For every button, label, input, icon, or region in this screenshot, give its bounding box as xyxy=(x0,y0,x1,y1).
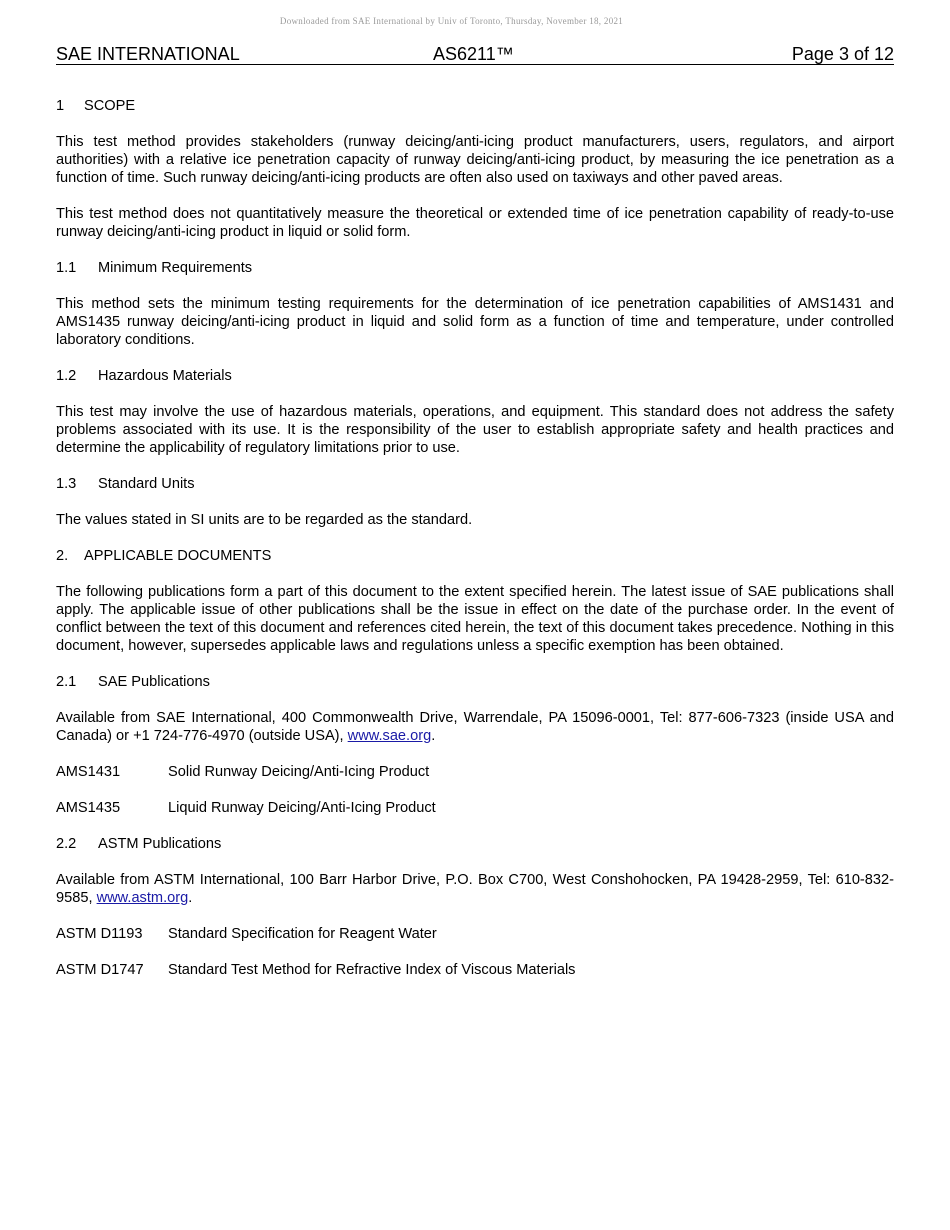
section-1-3-heading xyxy=(56,475,894,493)
scope-paragraph-1: This test method provides stakeholders (runway deicing/anti-icing product manufacturers, users, regulators, and airport authorities) with a relative ice penetration capacity of runway deicing/anti-icing product, by measuring the ice penetration as a function of time. Such runway deicing/anti-icing products are often also used on taxiways and other paved areas. xyxy=(56,134,894,186)
standard-units-paragraph: The values stated in SI units are to be regarded as the standard. xyxy=(56,512,473,528)
reference-row xyxy=(56,799,894,817)
hazardous-materials-paragraph: This test may involve the use of hazardous materials, operations, and equipment. This standard does not address the safety problems associated with its use. It is the responsibility of the user to establish appropriate safety and health practices and determine the applicability of regulatory limitations prior to use. xyxy=(56,404,894,456)
reference-title: Solid Runway Deicing/Anti-Icing Product xyxy=(168,764,430,780)
period: . xyxy=(431,728,436,744)
section-title: Standard Units xyxy=(98,476,195,492)
reference-title: Standard Test Method for Refractive Index of Viscous Materials xyxy=(168,962,576,978)
sae-availability-text: Available from SAE International, 400 Commonwealth Drive, Warrendale, PA 15096-0001, Tel: 877-606-7323 (inside USA and Canada) or +1 724-776-4970 (outside USA), xyxy=(56,710,894,744)
section-title: ASTM Publications xyxy=(98,836,222,852)
period: . xyxy=(188,890,193,906)
section-number: 2.2 xyxy=(56,836,77,852)
section-number: 2.1 xyxy=(56,674,77,690)
astm-availability-text: Available from ASTM International, 100 Barr Harbor Drive, P.O. Box C700, West Conshohocken, PA 19428-2959, Tel: 610-832-9585, xyxy=(56,872,894,906)
section-title: SCOPE xyxy=(84,98,136,114)
sae-website-link[interactable]: www.sae.org xyxy=(347,728,432,744)
section-number: 1.3 xyxy=(56,476,77,492)
reference-id: AMS1431 xyxy=(56,764,121,780)
minimum-requirements-paragraph: This method sets the minimum testing requirements for the determination of ice penetration capabilities of AMS1431 and AMS1435 runway deicing/anti-icing product in liquid and solid form as a function of time and temperature, under controlled laboratory conditions. xyxy=(56,296,894,348)
header-page-number: Page 3 of 12 xyxy=(791,44,894,64)
download-watermark: Downloaded from SAE International by Univ of Toronto, Thursday, November 18, 2021 xyxy=(279,16,624,26)
section-number: 1 xyxy=(56,98,65,114)
reference-id: AMS1435 xyxy=(56,800,121,816)
reference-id: ASTM D1747 xyxy=(56,962,144,978)
section-1-heading xyxy=(56,97,894,115)
header-doc-id: AS6211™ xyxy=(433,44,514,64)
scope-paragraph-2: This test method does not quantitatively measure the theoretical or extended time of ice penetration capability of ready-to-use runway deicing/anti-icing product in liquid or solid form. xyxy=(56,206,894,240)
reference-row xyxy=(56,763,894,781)
section-number: 2. xyxy=(56,548,69,564)
applicable-documents-paragraph: The following publications form a part of this document to the extent specified herein. The latest issue of SAE publications shall apply. The applicable issue of other publications shall be the issue in effect on the date of the purchase order. In the event of conflict between the text of this document and references cited herein, the text of this document takes precedence. Nothing in this document, however, supersedes applicable laws and regulations unless a specific exemption has been obtained. xyxy=(56,584,894,654)
section-1-1-heading xyxy=(56,259,894,277)
section-2-2-heading xyxy=(56,835,894,853)
astm-availability-paragraph xyxy=(56,871,894,907)
reference-row xyxy=(56,925,894,943)
section-title: Minimum Requirements xyxy=(98,260,253,276)
header-org: SAE INTERNATIONAL xyxy=(56,44,240,64)
section-1-2-heading xyxy=(56,367,894,385)
reference-title: Standard Specification for Reagent Water xyxy=(168,926,437,942)
reference-title: Liquid Runway Deicing/Anti-Icing Product xyxy=(168,800,436,816)
section-2-1-heading xyxy=(56,673,894,691)
sae-availability-paragraph xyxy=(56,709,894,745)
page-header xyxy=(56,44,894,65)
reference-row xyxy=(56,961,894,979)
reference-id: ASTM D1193 xyxy=(56,926,143,942)
section-title: SAE Publications xyxy=(98,674,210,690)
section-title: Hazardous Materials xyxy=(98,368,232,384)
document-body xyxy=(56,97,894,979)
section-number: 1.2 xyxy=(56,368,77,384)
section-2-heading xyxy=(56,547,894,565)
section-number: 1.1 xyxy=(56,260,77,276)
section-title: APPLICABLE DOCUMENTS xyxy=(84,548,272,564)
astm-website-link[interactable]: www.astm.org xyxy=(96,890,189,906)
